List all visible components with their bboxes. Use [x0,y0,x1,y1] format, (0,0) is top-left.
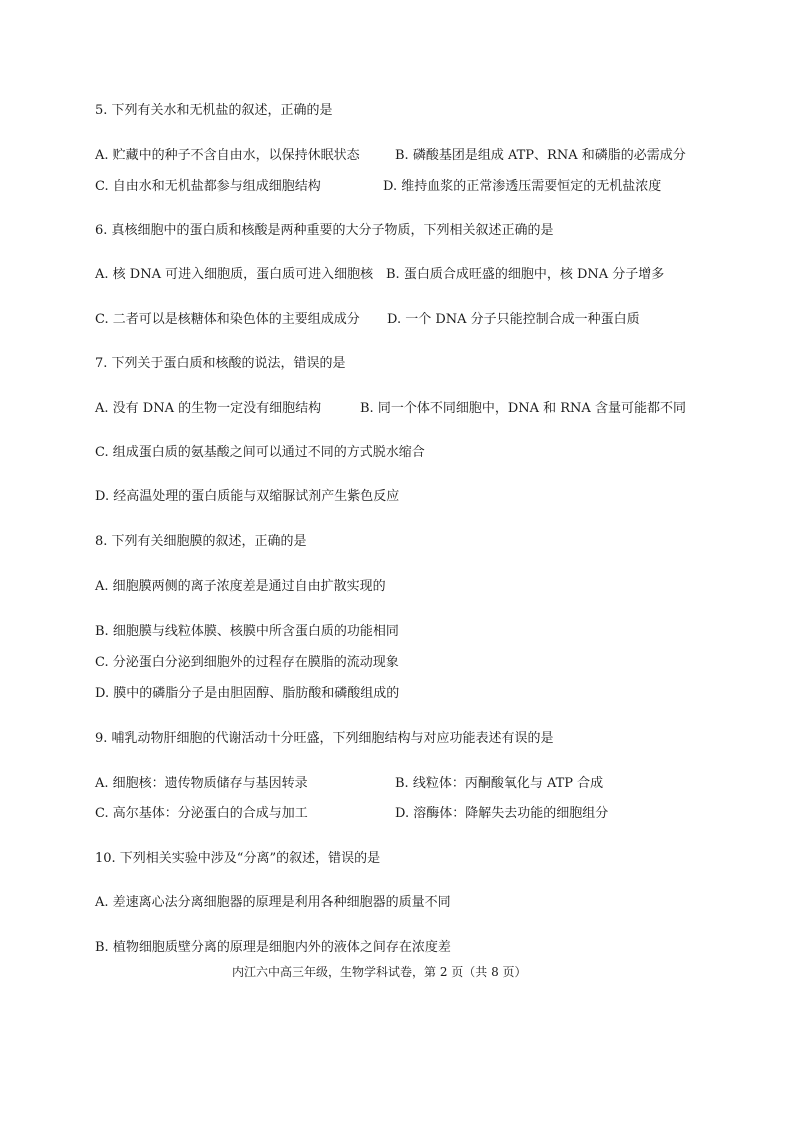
q7-stem: 7. 下列关于蛋白质和核酸的说法，错误的是 [95,356,346,371]
q6-option-a: A. 核 DNA 可进入细胞质，蛋白质可进入细胞核 [95,267,374,282]
q10-stem: 10. 下列相关实验中涉及“分离”的叙述，错误的是 [95,851,381,866]
q9-stem: 9. 哺乳动物肝细胞的代谢活动十分旺盛，下列细胞结构与对应功能表述有误的是 [95,731,554,746]
q5-option-c: C. 自由水和无机盐都参与组成细胞结构 [95,179,321,194]
q6-option-d: D. 一个 DNA 分子只能控制合成一种蛋白质 [387,312,640,327]
q8-option-a: A. 细胞膜两侧的离子浓度差是通过自由扩散实现的 [95,579,386,594]
q5-stem: 5. 下列有关水和无机盐的叙述，正确的是 [95,103,333,118]
q7-option-b: B. 同一个体不同细胞中，DNA 和 RNA 含量可能都不同 [360,401,686,416]
q8-option-b: B. 细胞膜与线粒体膜、核膜中所含蛋白质的功能相同 [95,624,399,639]
q7-option-d: D. 经高温处理的蛋白质能与双缩脲试剂产生紫色反应 [95,489,400,504]
q10-option-a: A. 差速离心法分离细胞器的原理是利用各种细胞器的质量不同 [95,895,451,910]
q8-stem: 8. 下列有关细胞膜的叙述，正确的是 [95,534,307,549]
q5-option-b: B. 磷酸基团是组成 ATP、RNA 和磷脂的必需成分 [395,148,686,163]
q9-option-b: B. 线粒体：丙酮酸氧化与 ATP 合成 [395,776,604,791]
page-footer: 内江六中高三年级，生物学科试卷，第 2 页（共 8 页） [232,965,527,979]
q9-option-c: C. 高尔基体：分泌蛋白的合成与加工 [95,806,308,821]
q10-option-b: B. 植物细胞质壁分离的原理是细胞内外的液体之间存在浓度差 [95,940,451,955]
q9-option-d: D. 溶酶体：降解失去功能的细胞组分 [395,806,609,821]
q6-option-c: C. 二者可以是核糖体和染色体的主要组成成分 [95,312,360,327]
q7-option-a: A. 没有 DNA 的生物一定没有细胞结构 [95,401,322,416]
q6-stem: 6. 真核细胞中的蛋白质和核酸是两种重要的大分子物质，下列相关叙述正确的是 [95,223,554,238]
q5-option-a: A. 贮藏中的种子不含自由水，以保持休眠状态 [95,148,360,163]
q5-option-d: D. 维持血浆的正常渗透压需要恒定的无机盐浓度 [383,179,662,194]
q8-option-c: C. 分泌蛋白分泌到细胞外的过程存在膜脂的流动现象 [95,655,399,670]
q8-option-d: D. 膜中的磷脂分子是由胆固醇、脂肪酸和磷酸组成的 [95,686,400,701]
q6-option-b: B. 蛋白质合成旺盛的细胞中，核 DNA 分子增多 [386,267,665,282]
q9-option-a: A. 细胞核：遗传物质储存与基因转录 [95,776,308,791]
q7-option-c: C. 组成蛋白质的氨基酸之间可以通过不同的方式脱水缩合 [95,445,425,460]
